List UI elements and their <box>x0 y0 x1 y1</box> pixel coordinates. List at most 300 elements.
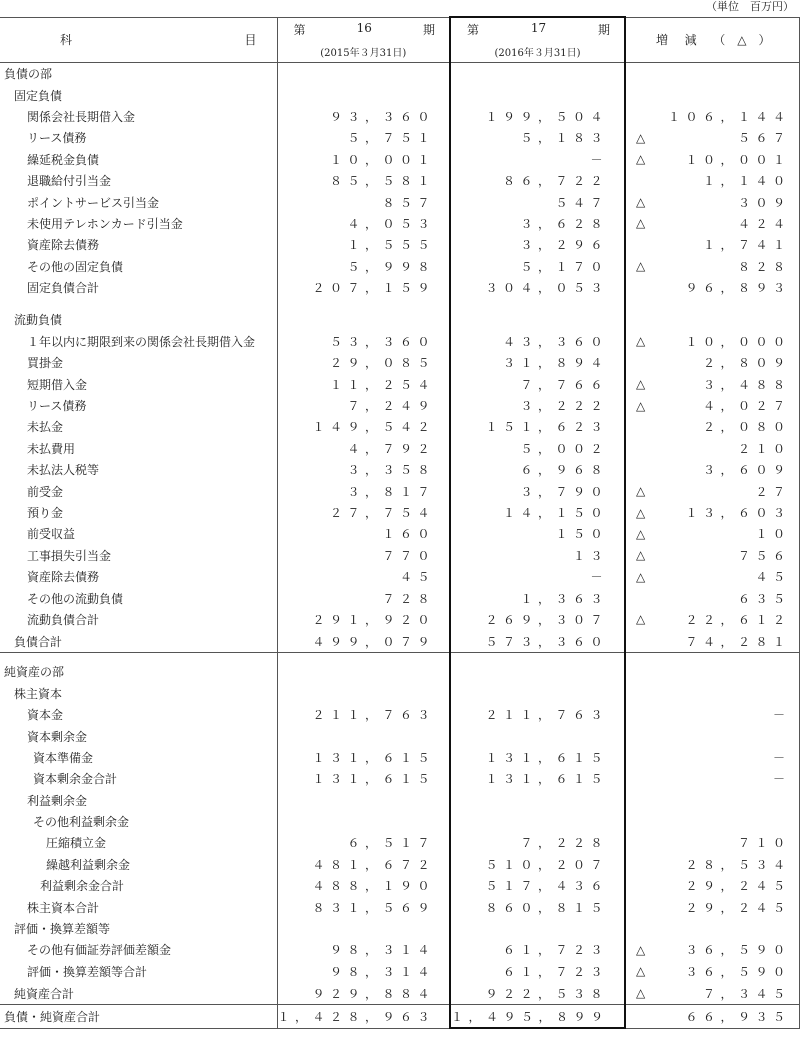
delta-amount: ７，３４５ <box>702 986 791 1001</box>
prev-value: ９３，３６０ <box>277 106 450 127</box>
prev-value: １６０ <box>277 523 450 544</box>
curr-value: ２１１，７６３ <box>450 704 625 725</box>
prev-value <box>277 298 450 309</box>
delta-value <box>625 277 799 298</box>
prev-value: ４５ <box>277 566 450 587</box>
section-heading-row <box>0 790 799 811</box>
prev-value: ２１１，７６３ <box>277 704 450 725</box>
prev-value: ４９９，０７９ <box>277 630 450 653</box>
delta-amount: ７１０ <box>737 836 791 851</box>
header-delta-zou: 増 <box>656 33 669 48</box>
delta-amount: ２１０ <box>737 441 791 456</box>
prev-value: １４９，５４２ <box>277 416 450 437</box>
delta-amount: ４５ <box>755 570 791 585</box>
delta-value <box>625 331 799 352</box>
decrease-mark: △ <box>636 612 646 627</box>
curr-value <box>450 63 625 85</box>
delta-amount: １０，００１ <box>685 152 791 167</box>
delta-amount: ３０９ <box>737 195 791 210</box>
row-label: 負債の部 <box>4 67 53 82</box>
delta-amount: ７４，２８１ <box>685 634 791 649</box>
decrease-mark: △ <box>636 334 646 349</box>
decrease-mark: △ <box>636 259 646 274</box>
prev-value <box>277 790 450 811</box>
header-delta-paren: （ △ ） <box>713 33 771 48</box>
delta-amount: ６６，９３５ <box>685 1009 791 1024</box>
curr-value: ６１，７２３ <box>450 939 625 960</box>
row-label: 資本金 <box>27 708 64 723</box>
prev-value: １，５５５ <box>277 234 450 255</box>
total-row <box>0 630 799 653</box>
row-label: 負債合計 <box>0 630 277 653</box>
decrease-mark: △ <box>636 505 646 520</box>
curr-value: － <box>450 149 625 170</box>
curr-value: ７，７６６ <box>450 373 625 394</box>
prev-value <box>277 84 450 105</box>
row-label: 前受金 <box>27 484 64 499</box>
prev-value: ７，２４９ <box>277 395 450 416</box>
decrease-mark: △ <box>636 377 646 392</box>
curr-value <box>450 84 625 105</box>
prev-value: ４８１，６７２ <box>277 854 450 875</box>
curr-value <box>450 683 625 704</box>
row-label: 流動負債合計 <box>27 612 100 627</box>
prev-value <box>277 309 450 330</box>
delta-value <box>625 790 799 811</box>
row-label: 繰延税金負債 <box>27 152 100 167</box>
delta-value <box>625 918 799 939</box>
table-row <box>0 395 799 416</box>
row-label: 資本準備金 <box>33 750 94 765</box>
prev-value: ３，３５８ <box>277 459 450 480</box>
delta-amount: １，１４０ <box>702 174 791 189</box>
curr-value: ６，９６８ <box>450 459 625 480</box>
table-row <box>0 352 799 373</box>
row-label: 未使用テレホンカード引当金 <box>27 216 183 231</box>
curr-value: ８６０，８１５ <box>450 896 625 917</box>
prev-value: １０，００１ <box>277 149 450 170</box>
prev-value: ２０７，１５９ <box>277 277 450 298</box>
delta-value <box>625 704 799 725</box>
table-row <box>0 523 799 544</box>
row-label: 固定負債合計 <box>27 281 100 296</box>
delta-value <box>625 768 799 789</box>
delta-value <box>625 587 799 608</box>
delta-value <box>625 127 799 148</box>
decrease-mark: △ <box>636 526 646 541</box>
row-label <box>0 653 277 662</box>
delta-amount: － <box>772 772 791 787</box>
row-label: 資産除去債務 <box>27 238 100 253</box>
prev-value: ４，７９２ <box>277 438 450 459</box>
delta-value <box>625 395 799 416</box>
curr-value: ６１，７２３ <box>450 961 625 982</box>
table-row <box>0 170 799 191</box>
prev-value: ２７，７５４ <box>277 502 450 523</box>
curr-value: ４３，３６０ <box>450 331 625 352</box>
delta-amount: １０６，１４４ <box>667 109 791 124</box>
curr-value <box>450 790 625 811</box>
curr-value: ５４７ <box>450 191 625 212</box>
row-label: 関係会社長期借入金 <box>27 109 136 124</box>
row-label: 前受収益 <box>27 527 76 542</box>
curr-value: ３０４，０５３ <box>450 277 625 298</box>
row-label: 負債・純資産合計 <box>0 1005 277 1029</box>
prev-value: ８３１，５６９ <box>277 896 450 917</box>
delta-value <box>625 725 799 746</box>
curr-value: ３，２９６ <box>450 234 625 255</box>
header-delta <box>625 17 799 63</box>
row-label: 買掛金 <box>27 356 64 371</box>
row-label: 評価・換算差額等合計 <box>27 964 148 979</box>
row-label: 未払費用 <box>27 441 76 456</box>
row-label: 利益剰余金合計 <box>40 879 125 894</box>
curr-value: ３，７９０ <box>450 480 625 501</box>
section-heading-row <box>0 725 799 746</box>
curr-value: ３，２２２ <box>450 395 625 416</box>
delta-amount: ２８，５３４ <box>685 857 791 872</box>
row-label: 固定負債 <box>14 88 63 103</box>
curr-value: １，４９５，８９９ <box>450 1005 625 1029</box>
delta-value <box>625 106 799 127</box>
delta-amount: ２，０８０ <box>702 420 791 435</box>
table-row <box>0 373 799 394</box>
prev-value: ５３，３６０ <box>277 331 450 352</box>
delta-amount: ３，４８８ <box>702 377 791 392</box>
table-row <box>0 191 799 212</box>
curr-value <box>450 309 625 330</box>
row-label: リース債務 <box>27 399 87 414</box>
prev-value: ９２９，８８４ <box>277 982 450 1005</box>
table-row <box>0 545 799 566</box>
decrease-mark: △ <box>636 964 646 979</box>
delta-amount: － <box>772 750 791 765</box>
curr-value <box>450 725 625 746</box>
prev-value <box>277 661 450 682</box>
prev-value: ２９１，９２０ <box>277 609 450 630</box>
delta-value <box>625 747 799 768</box>
prev-value: １３１，６１５ <box>277 747 450 768</box>
curr-value: ５，１８３ <box>450 127 625 148</box>
delta-value <box>625 630 799 653</box>
table-row <box>0 149 799 170</box>
row-label: 未払金 <box>27 420 64 435</box>
decrease-mark: △ <box>636 942 646 957</box>
table-row <box>0 896 799 917</box>
header-prev-period <box>277 17 450 63</box>
delta-amount: ７５６ <box>737 548 791 563</box>
delta-value <box>625 896 799 917</box>
table-row <box>0 256 799 277</box>
curr-value: １４，１５０ <box>450 502 625 523</box>
curr-value <box>450 298 625 309</box>
curr-value: １５１，６２３ <box>450 416 625 437</box>
table-row <box>0 416 799 437</box>
curr-value: １３１，６１５ <box>450 768 625 789</box>
row-label: 株主資本 <box>14 686 63 701</box>
table-row <box>0 587 799 608</box>
row-label: 資産除去債務 <box>27 570 100 585</box>
curr-value: ３，６２８ <box>450 213 625 234</box>
header-curr-num: 17 <box>530 21 547 35</box>
curr-value: － <box>450 566 625 587</box>
delta-value <box>625 566 799 587</box>
prev-value: １１，２５４ <box>277 373 450 394</box>
curr-value <box>450 653 625 662</box>
delta-amount: ３６，５９０ <box>685 943 791 958</box>
header-curr-period <box>450 17 625 63</box>
table-row <box>0 502 799 523</box>
delta-amount: ８２８ <box>737 259 791 274</box>
row-label: 流動負債 <box>14 313 63 328</box>
delta-value <box>625 459 799 480</box>
delta-value <box>625 545 799 566</box>
curr-value: ３１，８９４ <box>450 352 625 373</box>
table-row <box>0 106 799 127</box>
curr-value: ５１７，４３６ <box>450 875 625 896</box>
row-label: リース債務 <box>27 131 87 146</box>
total-row <box>0 982 799 1005</box>
delta-value <box>625 309 799 330</box>
section-heading-row <box>0 84 799 105</box>
header-prev-num: 16 <box>356 20 372 35</box>
delta-value <box>625 373 799 394</box>
curr-value: ２６９，３０７ <box>450 609 625 630</box>
curr-value: ８６，７２２ <box>450 170 625 191</box>
delta-value <box>625 811 799 832</box>
delta-value <box>625 939 799 960</box>
delta-value <box>625 609 799 630</box>
prev-value: ５，９９８ <box>277 256 450 277</box>
table-row <box>0 768 799 789</box>
delta-value <box>625 502 799 523</box>
delta-amount: ２９，２４５ <box>685 900 791 915</box>
delta-amount: １０ <box>755 527 791 542</box>
header-prev-date: (2015年３月31日) <box>320 47 407 59</box>
row-label: 預り金 <box>27 506 64 520</box>
decrease-mark: △ <box>636 152 646 167</box>
delta-value <box>625 84 799 105</box>
decrease-mark: △ <box>636 398 646 413</box>
table-row <box>0 234 799 255</box>
prev-value: ５，７５１ <box>277 127 450 148</box>
prev-value <box>277 725 450 746</box>
header-subject <box>0 17 277 63</box>
curr-value: １，３６３ <box>450 587 625 608</box>
curr-value: ７，２２８ <box>450 832 625 853</box>
table-row <box>0 459 799 480</box>
decrease-mark: △ <box>636 986 646 1001</box>
section-heading-row <box>0 811 799 832</box>
decrease-mark: △ <box>636 548 646 563</box>
delta-amount: ６３５ <box>737 591 791 606</box>
row-label: 利益剰余金 <box>27 793 88 808</box>
header-prev-ki: 期 <box>422 22 435 37</box>
curr-value: １３１，６１５ <box>450 747 625 768</box>
delta-value <box>625 256 799 277</box>
table-row <box>0 480 799 501</box>
delta-amount: ２７ <box>755 484 791 499</box>
total-row <box>0 1005 799 1029</box>
curr-value: ５１０，２０７ <box>450 854 625 875</box>
delta-value <box>625 1005 799 1029</box>
section-heading-row <box>0 661 799 682</box>
prev-value: ４８８，１９０ <box>277 875 450 896</box>
prev-value <box>277 811 450 832</box>
delta-amount: ２９，２４５ <box>685 879 791 894</box>
row-label: 未払法人税等 <box>27 463 100 478</box>
row-label: 圧縮積立金 <box>46 836 107 851</box>
delta-value <box>625 653 799 662</box>
row-label: ポイントサービス引当金 <box>27 195 160 210</box>
header-subject-left: 科 <box>60 33 73 48</box>
header-row <box>0 17 799 63</box>
delta-value <box>625 149 799 170</box>
prev-value: ３，８１７ <box>277 480 450 501</box>
delta-value <box>625 854 799 875</box>
unit-note: （単位 百万円） <box>706 0 794 13</box>
row-label: その他利益剰余金 <box>33 815 130 830</box>
decrease-mark: △ <box>636 569 646 584</box>
table-row <box>0 854 799 875</box>
delta-amount: １，７４１ <box>702 238 791 253</box>
row-label: 株主資本合計 <box>27 900 100 915</box>
prev-value: ７７０ <box>277 545 450 566</box>
delta-value <box>625 63 799 85</box>
row-label: 評価・換算差額等 <box>14 922 111 937</box>
delta-value <box>625 523 799 544</box>
delta-value <box>625 234 799 255</box>
delta-value <box>625 875 799 896</box>
delta-amount: ２，８０９ <box>702 356 791 371</box>
prev-value: ６，５１７ <box>277 832 450 853</box>
table-row <box>0 609 799 630</box>
header-subject-right: 目 <box>244 33 257 48</box>
prev-value: ８５，５８１ <box>277 170 450 191</box>
balance-sheet-table <box>0 16 800 1029</box>
delta-amount: ３６，５９０ <box>685 964 791 979</box>
prev-value: ７２８ <box>277 587 450 608</box>
curr-value <box>450 811 625 832</box>
delta-amount: １３，６０３ <box>685 506 791 520</box>
delta-amount: ９６，８９３ <box>685 281 791 296</box>
table-row <box>0 331 799 352</box>
prev-value: １３１，６１５ <box>277 768 450 789</box>
header-curr-date: (2016年３月31日) <box>494 48 581 59</box>
delta-amount: ４２４ <box>737 216 791 231</box>
row-label: 純資産の部 <box>4 665 65 680</box>
delta-value <box>625 480 799 501</box>
delta-value <box>625 213 799 234</box>
delta-value <box>625 438 799 459</box>
spacer-row <box>0 298 799 309</box>
prev-value: ４，０５３ <box>277 213 450 234</box>
row-label: １年以内に期限到来の関係会社長期借入金 <box>27 334 256 349</box>
curr-value <box>450 661 625 682</box>
row-label: その他の流動負債 <box>27 591 124 606</box>
delta-amount: ５６７ <box>737 131 791 146</box>
table-row <box>0 213 799 234</box>
delta-value <box>625 191 799 212</box>
spacer-row <box>0 653 799 662</box>
prev-value <box>277 683 450 704</box>
curr-value: ５，００２ <box>450 438 625 459</box>
curr-value: ５７３，３６０ <box>450 630 625 653</box>
delta-value <box>625 352 799 373</box>
curr-value <box>450 918 625 939</box>
prev-value <box>277 918 450 939</box>
table-row <box>0 939 799 960</box>
delta-value <box>625 298 799 309</box>
prev-value: ９８，３１４ <box>277 939 450 960</box>
table-row <box>0 747 799 768</box>
delta-value <box>625 982 799 1005</box>
header-curr-dai: 第 <box>467 23 480 37</box>
delta-value <box>625 683 799 704</box>
delta-value <box>625 961 799 982</box>
curr-value: ９２２，５３８ <box>450 982 625 1005</box>
row-label: 退職給付引当金 <box>27 174 112 189</box>
row-label: 工事損失引当金 <box>27 548 112 563</box>
delta-value <box>625 170 799 191</box>
delta-value <box>625 416 799 437</box>
row-label: 繰越利益剰余金 <box>46 857 131 872</box>
table-row <box>0 961 799 982</box>
decrease-mark: △ <box>636 216 646 231</box>
curr-value: １３ <box>450 545 625 566</box>
row-label: 資本剰余金合計 <box>33 772 118 787</box>
table-row <box>0 438 799 459</box>
decrease-mark: △ <box>636 484 646 499</box>
row-label: その他の固定負債 <box>27 259 124 274</box>
delta-amount: ３，６０９ <box>702 463 791 478</box>
row-label <box>0 298 277 309</box>
table-row <box>0 127 799 148</box>
prev-value: ２９，０８５ <box>277 352 450 373</box>
header-prev-dai: 第 <box>293 22 306 37</box>
row-label: 短期借入金 <box>27 377 88 392</box>
table-row <box>0 277 799 298</box>
curr-value: ５，１７０ <box>450 256 625 277</box>
prev-value <box>277 653 450 662</box>
decrease-mark: △ <box>636 130 646 145</box>
section-heading-row <box>0 309 799 330</box>
table-row <box>0 875 799 896</box>
table-row <box>0 566 799 587</box>
table-row <box>0 832 799 853</box>
curr-value: １５０ <box>450 523 625 544</box>
row-label: 資本剰余金 <box>27 729 88 744</box>
prev-value <box>277 63 450 85</box>
decrease-mark: △ <box>636 195 646 210</box>
prev-value: １，４２８，９６３ <box>277 1005 450 1029</box>
delta-value <box>625 661 799 682</box>
row-label: その他有価証券評価差額金 <box>27 943 172 958</box>
header-delta-gen: 減 <box>684 33 697 48</box>
delta-value <box>625 832 799 853</box>
delta-amount: ２２，６１２ <box>685 612 791 627</box>
section-heading-row <box>0 683 799 704</box>
row-label: 純資産合計 <box>0 982 277 1005</box>
prev-value: ８５７ <box>277 191 450 212</box>
section-heading-row <box>0 63 799 85</box>
table-row <box>0 704 799 725</box>
delta-amount: ４，０２７ <box>702 399 791 414</box>
prev-value: ９８，３１４ <box>277 961 450 982</box>
section-heading-row <box>0 918 799 939</box>
delta-amount: １０，０００ <box>685 334 791 349</box>
delta-amount: － <box>772 708 791 723</box>
